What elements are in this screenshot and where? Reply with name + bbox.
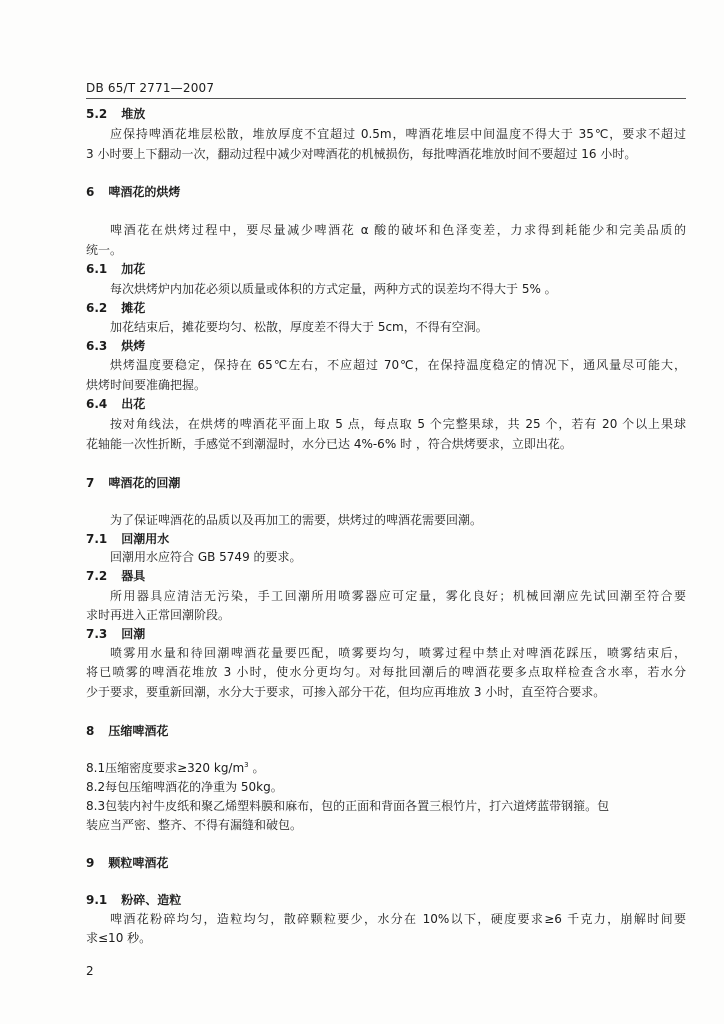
section-heading-9 <box>86 855 168 871</box>
section-number: 8 <box>86 724 95 738</box>
section-title: 回潮 <box>121 627 146 641</box>
section-heading-7-2 <box>86 568 145 584</box>
section-heading-7-1 <box>86 531 169 547</box>
section-title: 器具 <box>121 569 146 583</box>
section-heading-7-3 <box>86 626 145 642</box>
section-number: 6.4 <box>86 397 108 411</box>
item-text: 每包压缩啤酒花的净重为 50kg。 <box>105 780 283 794</box>
paragraph-line: 烘烤时间要准确把握。 <box>86 378 207 392</box>
paragraph-line: 每次烘烤炉内加花必须以质量或体积的方式定量，两种方式的误差均不得大于 5% 。 <box>110 282 557 296</box>
section-number: 9 <box>86 856 95 870</box>
section-heading-6 <box>86 184 180 200</box>
section-heading-9-1 <box>86 892 181 908</box>
section-title: 堆放 <box>121 107 146 121</box>
superscript: 3 <box>244 761 249 769</box>
paragraph-line: 喷雾用水量和待回潮啤酒花量要匹配，喷雾要均匀，喷雾过程中禁止对啤酒花踩压，喷雾结束后， <box>110 646 686 660</box>
section-title: 出花 <box>121 397 146 411</box>
section-heading-7 <box>86 475 180 491</box>
item-text: 压缩密度要求≥320 kg/m <box>105 761 245 775</box>
paragraph-line: 回潮用水应符合 GB 5749 的要求。 <box>110 550 302 564</box>
section-title: 颗粒啤酒花 <box>108 856 169 870</box>
section-heading-6-3 <box>86 338 145 354</box>
paragraph-line: 少于要求，要重新回潮，水分大于要求，可掺入部分干花，但均应再堆放 3 小时，直至符合要求。 <box>86 685 606 699</box>
section-title: 烘烤 <box>121 339 146 353</box>
section-number: 9.1 <box>86 893 108 907</box>
section-title: 加花 <box>121 262 146 276</box>
section-title: 粉碎、造粒 <box>121 893 182 907</box>
item-number: 8.2 <box>86 780 106 794</box>
paragraph-line: 烘烤温度要稳定，保持在 65℃左右，不应超过 70℃，在保持温度稳定的情况下，通风量尽可能大， <box>110 358 686 372</box>
list-item-8-1 <box>86 760 264 776</box>
paragraph-line: 3 小时要上下翻动一次，翻动过程中减少对啤酒花的机械损伤，每批啤酒花堆放时间不要超过 16 小时。 <box>86 147 637 161</box>
paragraph-line: 装应当严密、整齐、不得有漏缝和破包。 <box>86 818 303 832</box>
section-title: 摊花 <box>121 301 146 315</box>
paragraph-line: 应保持啤酒花堆层松散，堆放厚度不宜超过 0.5m，啤酒花堆层中间温度不得大于 35℃，要求不超过 <box>110 127 686 141</box>
section-number: 7.2 <box>86 569 108 583</box>
item-number: 8.1 <box>86 761 106 775</box>
section-title: 啤酒花的烘烤 <box>108 185 181 199</box>
page-number: 2 <box>86 964 94 978</box>
paragraph-line: 花轴能一次性折断，手感觉不到潮湿时，水分已达 4%-6% 时 ，符合烘烤要求，立即出花。 <box>86 437 572 451</box>
item-text-end: 。 <box>248 761 265 775</box>
section-heading-6-2 <box>86 300 145 316</box>
section-heading-6-4 <box>86 396 145 412</box>
paragraph-line: 统一。 <box>86 243 123 257</box>
section-number: 7 <box>86 476 95 490</box>
paragraph-line: 啤酒花粉碎均匀，造粒均匀，散碎颗粒要少，水分在 10%以下，硬度要求≥6 千克力，崩解时间要 <box>110 912 686 926</box>
header-divider <box>86 98 686 99</box>
section-number: 7.3 <box>86 627 108 641</box>
section-title: 压缩啤酒花 <box>108 724 169 738</box>
section-heading-5-2 <box>86 106 145 122</box>
document-code: DB 65/T 2771—2007 <box>86 81 215 95</box>
paragraph-line: 为了保证啤酒花的品质以及再加工的需要，烘烤过的啤酒花需要回潮。 <box>110 513 483 527</box>
section-heading-6-1 <box>86 261 145 277</box>
item-text: 包装内衬牛皮纸和聚乙烯塑料膜和麻布，包的正面和背面各置三根竹片，打六道烤蓝带钢箍。包 <box>105 799 610 813</box>
paragraph-line: 将已喷雾的啤酒花堆放 3 小时，使水分更均匀。对每批回潮后的啤酒花要多点取样检查含水率，若水分 <box>86 665 686 679</box>
paragraph-line: 加花结束后，摊花要均匀、松散，厚度差不得大于 5cm，不得有空洞。 <box>110 320 488 334</box>
section-heading-8 <box>86 723 168 739</box>
paragraph-line: 按对角线法，在烘烤的啤酒花平面上取 5 点，每点取 5 个完整果球，共 25 个，若有 20 个以上果球 <box>110 417 686 431</box>
paragraph-line: 啤酒花在烘烤过程中，要尽量减少啤酒花 α 酸的破坏和色泽变差，力求得到耗能少和完美品质的 <box>110 223 686 237</box>
section-title: 啤酒花的回潮 <box>108 476 181 490</box>
section-number: 7.1 <box>86 532 108 546</box>
section-number: 6.3 <box>86 339 108 353</box>
section-number: 6 <box>86 185 95 199</box>
paragraph-line: 所用器具应清洁无污染，手工回潮所用喷雾器应可定量，雾化良好；机械回潮应先试回潮至符合要 <box>110 589 686 603</box>
list-item-8-3 <box>86 798 609 814</box>
list-item-8-2 <box>86 779 283 795</box>
section-number: 6.2 <box>86 301 108 315</box>
section-title: 回潮用水 <box>121 532 170 546</box>
paragraph-line: 求时再进入正常回潮阶段。 <box>86 608 231 622</box>
paragraph-line: 求≤10 秒。 <box>86 931 152 945</box>
item-number: 8.3 <box>86 799 106 813</box>
section-number: 5.2 <box>86 107 108 121</box>
section-number: 6.1 <box>86 262 108 276</box>
